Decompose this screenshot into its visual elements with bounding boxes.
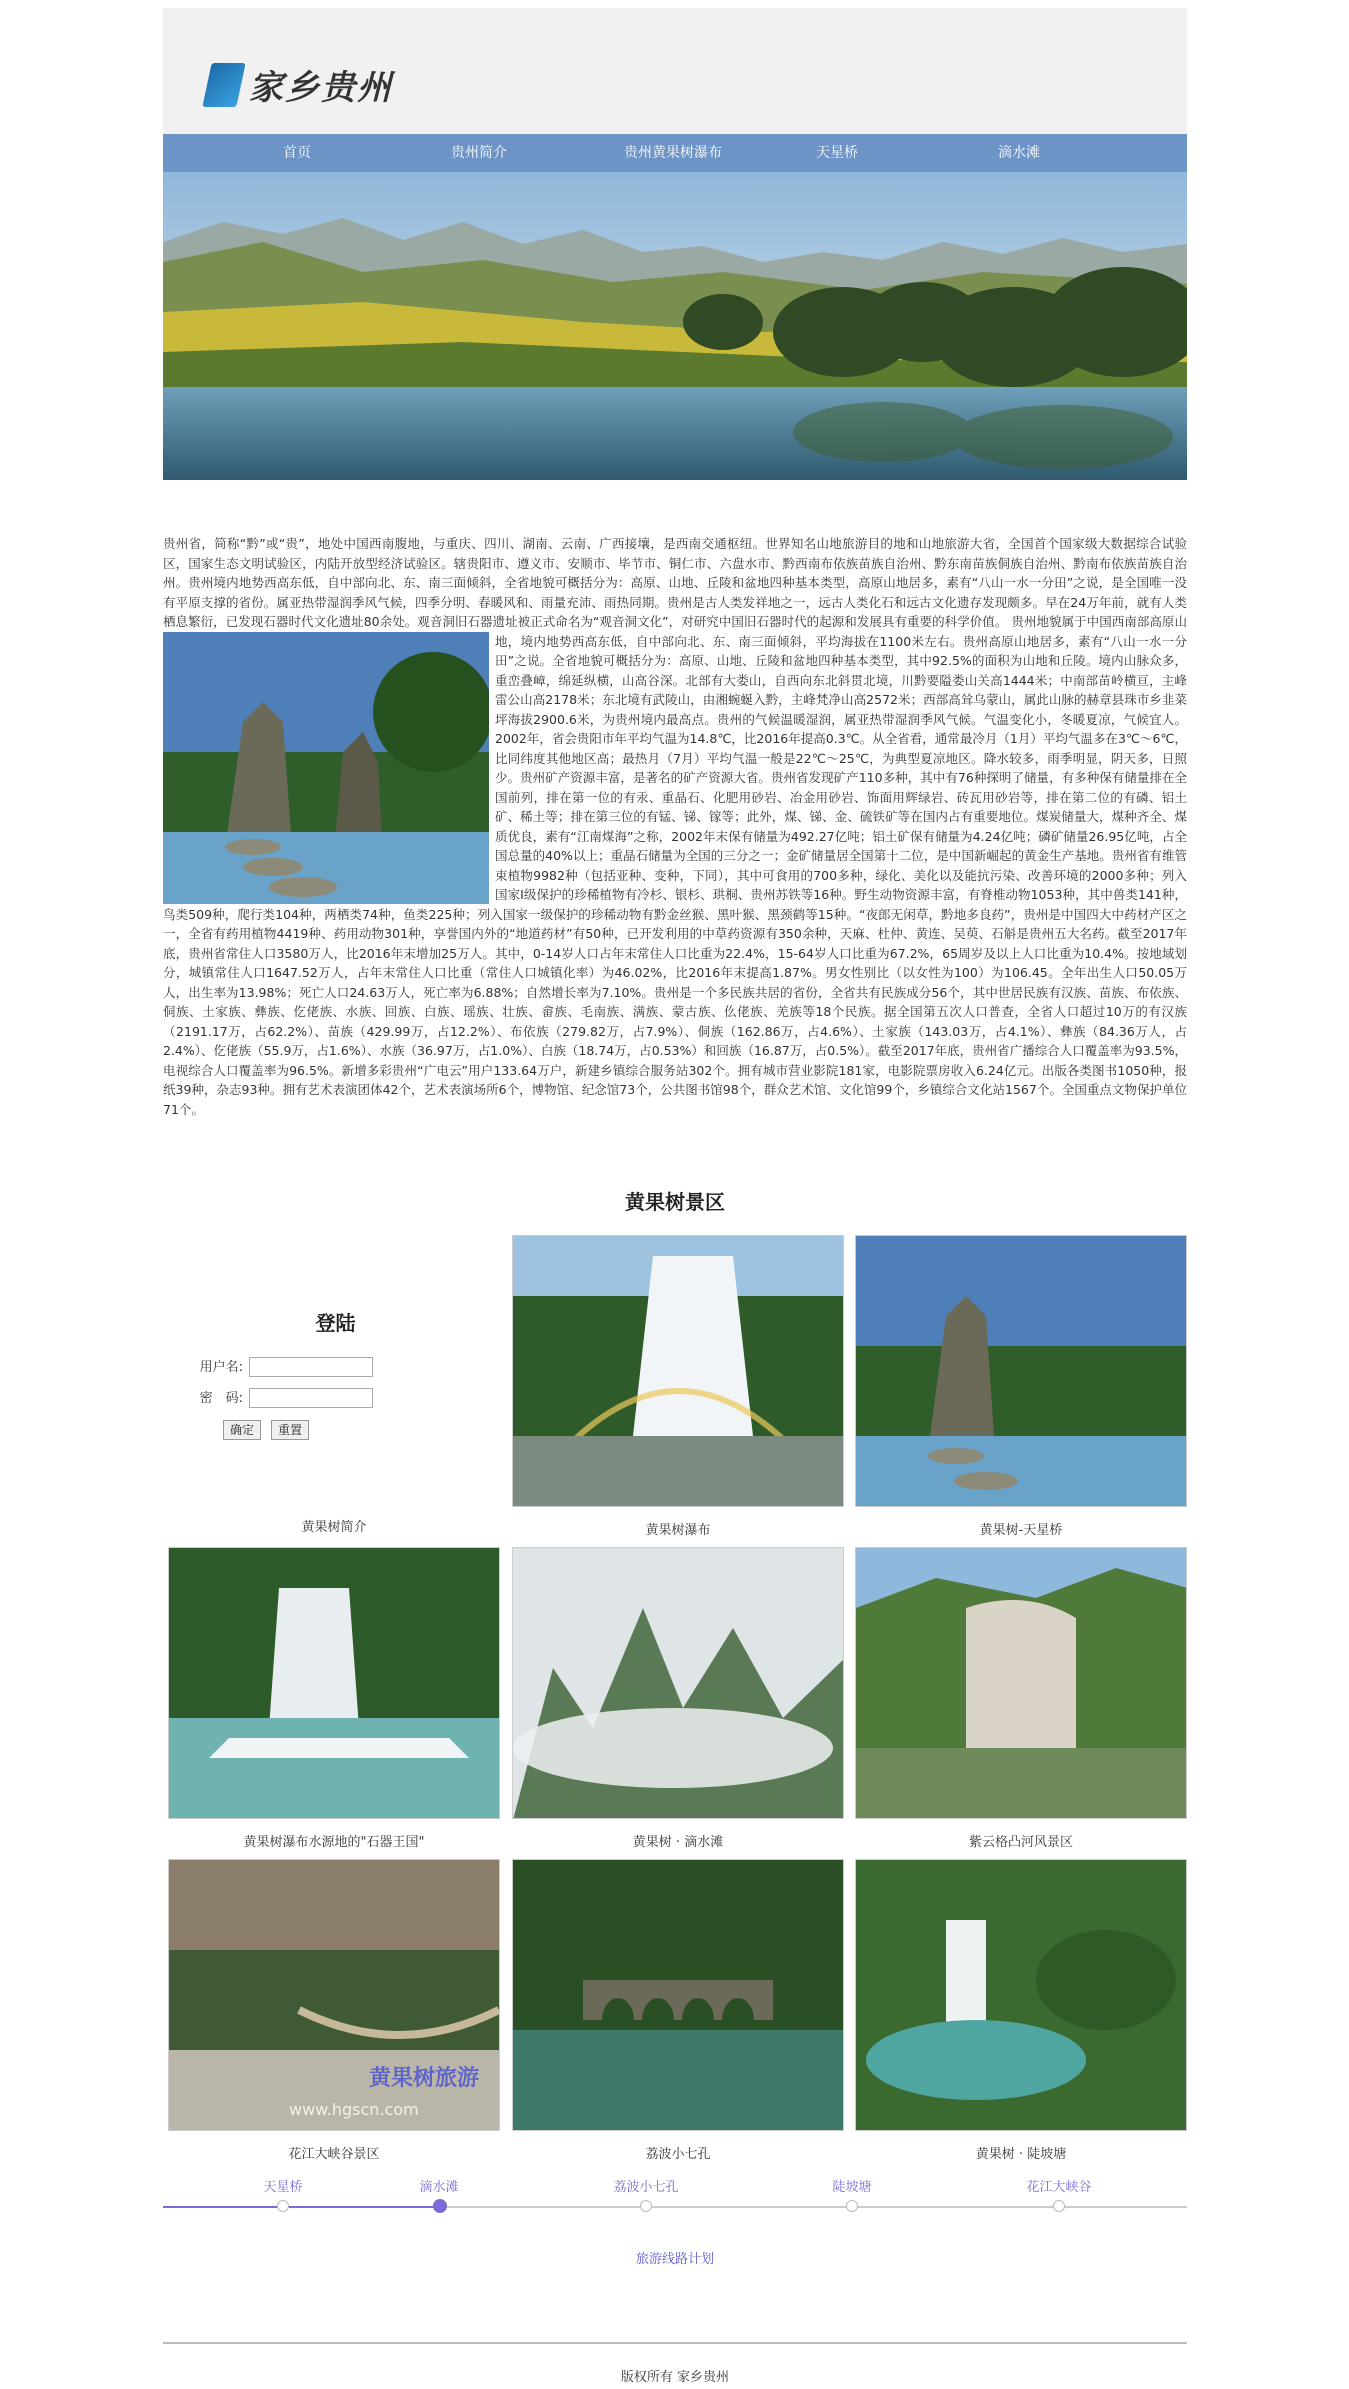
intro-stone-garden-image: [163, 632, 489, 904]
gallery-item-tianxingqiao[interactable]: [855, 1235, 1187, 1538]
footer-divider: [163, 2342, 1187, 2344]
timeline-track: [439, 2206, 1187, 2208]
gallery-item-doupotang[interactable]: [855, 1859, 1187, 2162]
gallery-item-dishuitan[interactable]: [512, 1547, 844, 1850]
travel-plan-link[interactable]: 旅游线路计划: [635, 2252, 714, 2267]
gallery-caption: 荔波小七孔: [645, 2147, 711, 2162]
stone-garden-photo: [855, 1235, 1187, 1507]
reset-button[interactable]: 重置: [271, 1420, 309, 1440]
nav-tianxingqiao[interactable]: 天星桥: [816, 145, 858, 161]
timeline-dot[interactable]: [277, 2200, 289, 2212]
gallery-caption: 黄果树瀑布水源地的"石器王国": [243, 1835, 425, 1850]
watermark-text: 黄果树旅游: [369, 2066, 480, 2091]
waterfall-rainbow-photo: [512, 1235, 844, 1507]
timeline-dot[interactable]: [1053, 2200, 1065, 2212]
username-row: [171, 1356, 373, 1377]
scenic-area-title: 黄果树景区: [625, 1190, 725, 1214]
guizhou-intro-text: [163, 534, 1187, 1119]
intro-paragraph-1: 贵州省，简称“黔”或“贵”，地处中国西南腹地，与重庆、四川、湖南、云南、广西接壤，是西南交通枢纽。世界知名山地旅游目的地和山地旅游大省，全国首个国家级大数据综合试验区，国家生态文明试验区，内陆开放型经济试验区。辖贵阳市、遵义市、安顺市、毕节市、铜仁市、六盘水市、黔西南布依族苗族自治州、黔东南苗族侗族自治州、黔南布依族苗族自治州。贵州境内地势西高东低，自中部向北、东、南三面倾斜，全省地貌可概括分为：高原、山地、丘陵和盆地四种基本类型，高原山地居多，素有“八山一水一分田”之说，是全国唯一没有平原支撑的省份。属亚热带湿润季风气候，四季分明、春暖风和、雨量充沛、雨热同期。贵州是古人类发祥地之一，远古人类化石和远古文化遗存发现颇多。早在24万年前，就有人类栖息繁衍，已发现石器时代文化遗址80余处。观音洞旧石器遗址被正式命名为“观音洞文化”，对研究中国旧石器时代的起源和发展具有重要的科学价值。: [163, 536, 1187, 629]
gallery-item-waterfall[interactable]: [512, 1235, 844, 1538]
nav-guizhou-intro[interactable]: 贵州简介: [451, 145, 507, 161]
gallery-caption: 黄果树 · 滴水滩: [632, 1835, 724, 1850]
gallery-caption-intro: 黄果树简介: [301, 1520, 367, 1535]
password-input[interactable]: [249, 1388, 373, 1408]
banner-landscape-image: [163, 172, 1187, 480]
site-logo[interactable]: [207, 60, 393, 109]
terraced-falls-photo: [855, 1859, 1187, 2131]
timeline-label-tianxingqiao[interactable]: 天星桥: [263, 2180, 303, 2195]
timeline-dot-active[interactable]: [433, 2199, 447, 2213]
nav-dishuitan[interactable]: 滴水滩: [998, 145, 1040, 161]
gallery-caption: 紫云格凸河风景区: [968, 1835, 1073, 1850]
intro-paragraph-2: 贵州地貌属于中国西南部高原山地，境内地势西高东低，自中部向北、东、南三面倾斜，平均海拔在1100米左右。贵州高原山地居多，素有“八山一水一分田”之说。全省地貌可概括分为：高原、山地、丘陵和盆地四种基本类型，其中92.5%的面积为山地和丘陵。境内山脉众多，重峦叠嶂，绵延纵横，山高谷深。北部有大娄山，自西向东北斜贯北境，川黔要隘娄山关高1444米；中南部苗岭横亘，主峰雷公山高2178米；东北境有武陵山，由湘蜿蜒入黔，主峰梵净山高2572米；西部高耸乌蒙山，属此山脉的赫章县珠市乡韭菜坪海拔2900.6米，为贵州境内最高点。贵州的气候温暖湿润，属亚热带湿润季风气候。气温变化小，冬暖夏凉，气候宜人。2002年，省会贵阳市年平均气温为14.8℃，比2016年提高0.3℃。从全省看，通常最冷月（1月）平均气温多在3℃～6℃，比同纬度其他地区高；最热月（7月）平均气温一般是22℃～25℃，为典型夏凉地区。降水较多，雨季明显，阴天多，日照少。贵州矿产资源丰富，是著名的矿产资源大省。贵州省发现矿产110多种，其中有76种探明了储量，有多种保有储量排在全国前列，排在第一位的有汞、重晶石、化肥用砂岩、冶金用砂岩、饰面用辉绿岩、砖瓦用砂岩等，排在第二位的有磷、铝土矿、稀土等；排在第三位的有锰、锑、镓等；此外，煤、锑、金、硫铁矿等在国内占有重要地位。煤炭储量大，煤种齐全、煤质优良，素有“江南煤海”之称，2002年末保有储量为492.27亿吨；铝土矿保有储量为4.24亿吨；磷矿储量26.95亿吨，占全国总量的40%以上；重晶石储量为全国的三分之一；金矿储量居全国第十二位，是中国新崛起的黄金生产基地。贵州省有维管束植物9982种（包括亚种、变种，下同），其中可食用的700多种，绿化、美化以及能抗污染、改善环境的2000多种；列入国家Ⅰ级保护的珍稀植物有冷杉、银杉、珙桐、贵州苏铁等16种。野生动物资源丰富，有脊椎动物1053种，其中兽类141种，鸟类509种，爬行类104种，两栖类74种，鱼类225种；列入国家一级保护的珍稀动物有黔金丝猴、黑叶猴、黑颈鹤等15种。“夜郎无闲草，黔地多良药”，贵州是中国四大中药材产区之一，全省有药用植物4419种、药用动物301种，享誉国内外的“地道药材”有50种，已开发利用的中草药资源有350余种，天麻、杜仲、黄连、吴萸、石斛是贵州五大名药。截至2017年底，贵州省常住人口3580万人，比2016年末增加25万人。其中，0-14岁人口占年末常住人口比重为22.4%，15-64岁人口比重为67.2%，65周岁及以上人口比重为10.4%。按地域划分，城镇常住人口1647.52万人，占年末常住人口比重（常住人口城镇化率）为46.02%，比2016年末提高1.87%。男女性别比（以女性为100）为106.45。全年出生人口50.05万人，出生率为13.98%；死亡人口24.63万人，死亡率为6.88%；自然增长率为7.10%。贵州是一个多民族共居的省份，全省共有民族成分56个，其中世居民族有汉族、苗族、布依族、侗族、土家族、彝族、仡佬族、水族、回族、白族、瑶族、壮族、畲族、毛南族、满族、蒙古族、仫佬族、羌族等18个民族。据全国第五次人口普查，全省人口超过10万的有汉族（2191.17万，占62.2%）、苗族（429.99万，占12.2%）、布依族（279.82万，占7.9%）、侗族（162.86万，占4.6%）、土家族（143.03万，占4.1%）、彝族（84.36万人，占2.4%）、仡佬族（55.9万，占1.6%）、水族（36.97万，占1.0%）、白族（18.74万，占0.53%）和回族（16.87万，占0.5%）。截至2017年底，贵州省广播综合人口覆盖率为93.5%，电视综合人口覆盖率为96.5%。新增多彩贵州“广电云”用户133.64万户，新建乡镇综合服务站302个。拥有城市营业影院181家，电影院票房收入6.24亿元。出版各类图书1050种，报纸39种，杂志93种。拥有艺术表演团体42个，艺术表演场所6个，博物馆、纪念馆73个，公共图书馆98个，群众艺术馆、文化馆99个，乡镇综合文化站1567个。全国重点文物保护单位71个。: [163, 614, 1187, 1117]
gallery-item-huajiang[interactable]: [168, 1859, 500, 2162]
gallery-caption: 黄果树瀑布: [645, 1523, 711, 1538]
logo-icon: [202, 63, 245, 107]
main-nav: [163, 134, 1187, 172]
login-title: 登陆: [315, 1311, 356, 1335]
timeline-progress-bar: [163, 2206, 439, 2208]
canyon-bridge-photo: [168, 1859, 500, 2131]
cascade-photo: [168, 1547, 500, 1819]
timeline-dot[interactable]: [640, 2200, 652, 2212]
timeline-label-doupotang[interactable]: 陡坡塘: [832, 2180, 872, 2195]
nav-home[interactable]: 首页: [283, 145, 311, 161]
logo-text: 家乡贵州: [249, 68, 393, 108]
timeline-label-xiaoqikong[interactable]: 荔波小七孔: [613, 2180, 679, 2195]
misty-mountains-photo: [512, 1547, 844, 1819]
arch-bridge-photo: [512, 1859, 844, 2131]
gallery-caption: 黄果树 · 陡坡塘: [975, 2147, 1067, 2162]
header: [163, 8, 1187, 134]
gallery-item-getuhe[interactable]: [855, 1547, 1187, 1850]
nav-huangguoshu-waterfall[interactable]: 贵州黄果树瀑布: [624, 145, 722, 161]
timeline-dot[interactable]: [846, 2200, 858, 2212]
gallery-caption: 花江大峡谷景区: [288, 2147, 380, 2162]
footer-copyright: 版权所有 家乡贵州: [620, 2370, 730, 2385]
cave-gorge-photo: [855, 1547, 1187, 1819]
gallery-caption: 黄果树-天星桥: [979, 1523, 1063, 1538]
password-row: [171, 1387, 373, 1408]
timeline-label-huajiang[interactable]: 花江大峡谷: [1026, 2180, 1092, 2195]
gallery-item-cascade[interactable]: [168, 1547, 500, 1850]
username-label: 用户名:: [199, 1360, 243, 1375]
password-label: 密 码:: [199, 1391, 243, 1406]
submit-button[interactable]: 确定: [223, 1420, 261, 1440]
timeline-label-dishuitan[interactable]: 滴水滩: [419, 2180, 459, 2195]
gallery-item-xiaoqikong[interactable]: [512, 1859, 844, 2162]
watermark-url: www.hgscn.com: [289, 2100, 419, 2119]
username-input[interactable]: [249, 1357, 373, 1377]
